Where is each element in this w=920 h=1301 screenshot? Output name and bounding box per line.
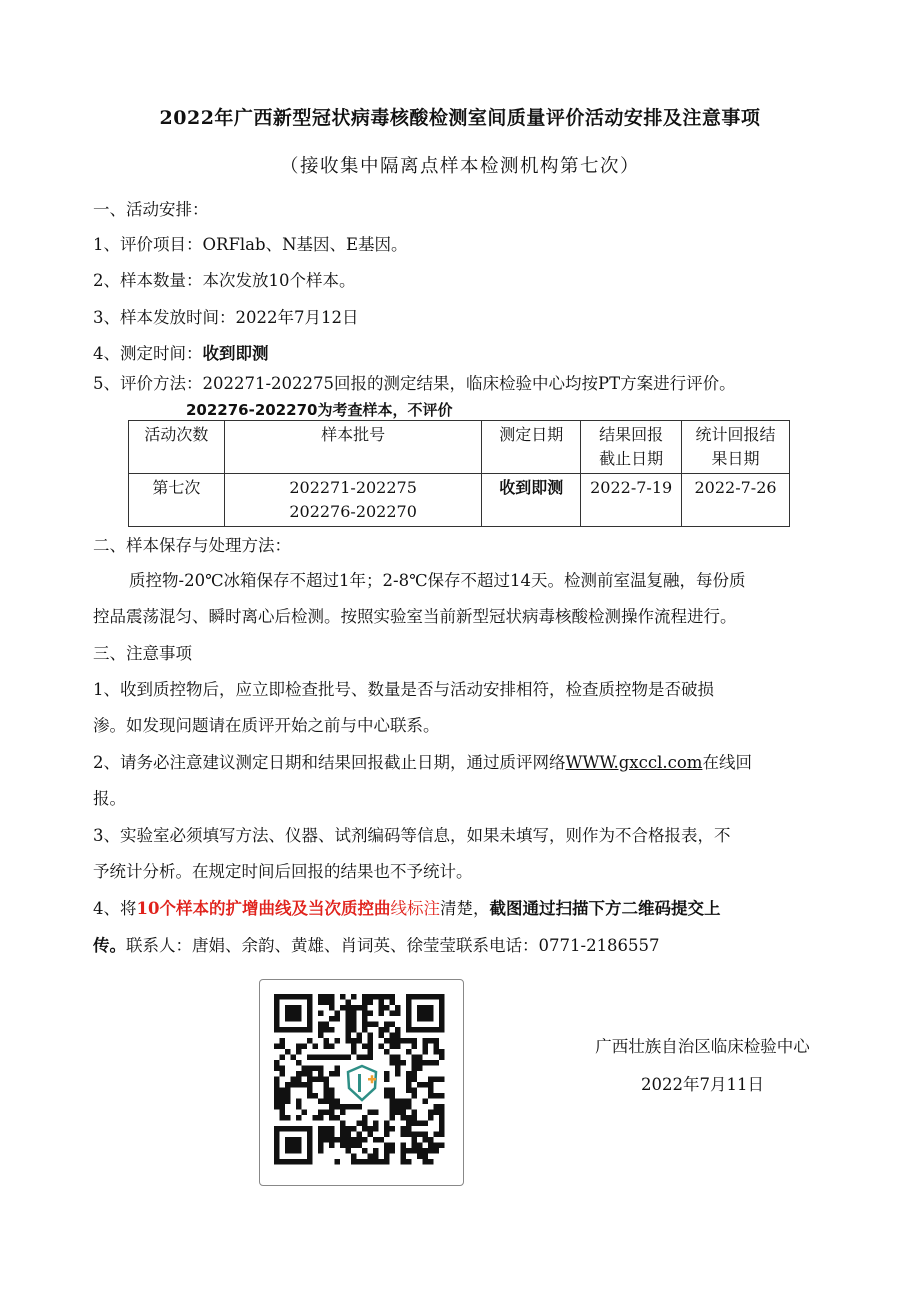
- item-test-time-value: 收到即测: [202, 344, 269, 363]
- cell-deadline: 2022-7-19: [581, 474, 682, 527]
- qr-code-icon: [260, 980, 463, 1185]
- header-stat-line2: 果日期: [711, 449, 760, 468]
- section3-heading: 三、注意事项: [93, 644, 192, 663]
- item-eval-project: 1、评价项目：ORFlab、N基因、E基因。: [93, 235, 408, 254]
- notice3-line2: 予统计分析。在规定时间后回报的结果也不予统计。: [93, 862, 473, 881]
- notice2-post: 在线回: [702, 753, 752, 772]
- notice2-pre: 2、请务必注意建议测定日期和结果回报截止日期，通过质评网络: [93, 753, 566, 772]
- document-subtitle: （接收集中隔离点样本检测机构第七次）: [279, 156, 640, 177]
- notice3-line1: 3、实验室必须填写方法、仪器、试剂编码等信息，如果未填写，则作为不合格报表，不: [93, 826, 731, 845]
- schedule-table: [128, 420, 790, 527]
- notice4-line1: [93, 898, 824, 920]
- notice1-line2: 渗。如发现问题请在质评开始之前与中心联系。: [93, 716, 440, 735]
- header-deadline: [581, 421, 682, 474]
- item-test-time-label: 4、测定时间：: [93, 344, 203, 363]
- section2-heading: 二、样本保存与处理方法：: [93, 536, 291, 555]
- gxccl-website-link[interactable]: WWW.gxccl.com: [565, 753, 703, 772]
- qr-code[interactable]: [259, 979, 464, 1186]
- item-sample-count: 2、样本数量：本次发放10个样本。: [93, 271, 356, 290]
- header-stat-date: [682, 421, 790, 474]
- document-title: 2022年广西新型冠状病毒核酸检测室间质量评价活动安排及注意事项: [159, 107, 761, 129]
- notice4-line2: [93, 935, 824, 957]
- issue-date: 2022年7月11日: [641, 1075, 764, 1094]
- notice4-red-bold: 10个样本的扩增曲线及当次质控曲: [136, 899, 391, 918]
- cell-batch: [224, 474, 482, 527]
- header-deadline-line1: 结果回报: [599, 425, 664, 444]
- issuer-org: 广西壮族自治区临床检验中心: [595, 1037, 810, 1056]
- header-test-date: 测定日期: [482, 421, 581, 474]
- cell-batch-line2: 202276-202270: [289, 502, 417, 521]
- item-eval-method: 5、评价方法：202271-202275回报的测定结果，临床检验中心均按PT方案进行评价。: [93, 374, 736, 393]
- notice1-line1: 1、收到质控物后，应立即检查批号、数量是否与活动安排相符，检查质控物是否破损: [93, 680, 714, 699]
- header-deadline-line2: 截止日期: [599, 449, 664, 468]
- item-test-time: [93, 343, 824, 365]
- table-row: [129, 474, 790, 527]
- cell-round: 第七次: [129, 474, 225, 527]
- storage-para-line2: 控品震荡混匀、瞬时离心后检测。按照实验室当前新型冠状病毒核酸检测操作流程进行。: [93, 607, 737, 626]
- notice4-line2-bold: 传。: [93, 936, 126, 955]
- cell-test-date: 收到即测: [482, 474, 581, 527]
- table-header-row: [129, 421, 790, 474]
- storage-para-line1: 质控物-20℃冰箱保存不超过1年；2-8℃保存不超过14天。检测前室温复融，每份质: [129, 571, 746, 590]
- notice4-mid: 清楚，: [439, 899, 490, 918]
- notice4-red: 线标注: [390, 899, 440, 918]
- header-stat-line1: 统计回报结: [695, 425, 776, 444]
- header-round: 活动次数: [129, 421, 225, 474]
- notice4-prefix: 4、将: [93, 899, 137, 918]
- contact-info: 联系人：唐娟、余韵、黄雄、肖词英、徐莹莹联系电话：0771-2186557: [126, 936, 660, 955]
- header-batch: 样本批号: [224, 421, 482, 474]
- notice2-line1: [93, 752, 824, 774]
- cell-stat-date: 2022-7-26: [682, 474, 790, 527]
- notice4-bold-end: 截图通过扫描下方二维码提交上: [489, 899, 721, 918]
- notice2-line2: 报。: [93, 789, 126, 808]
- section1-heading: 一、活动安排：: [93, 200, 209, 219]
- cell-batch-line1: 202271-202275: [289, 478, 417, 497]
- item-release-date: 3、样本发放时间：2022年7月12日: [93, 308, 359, 327]
- assessment-note: 202276-202270为考查样本，不评价: [186, 401, 453, 419]
